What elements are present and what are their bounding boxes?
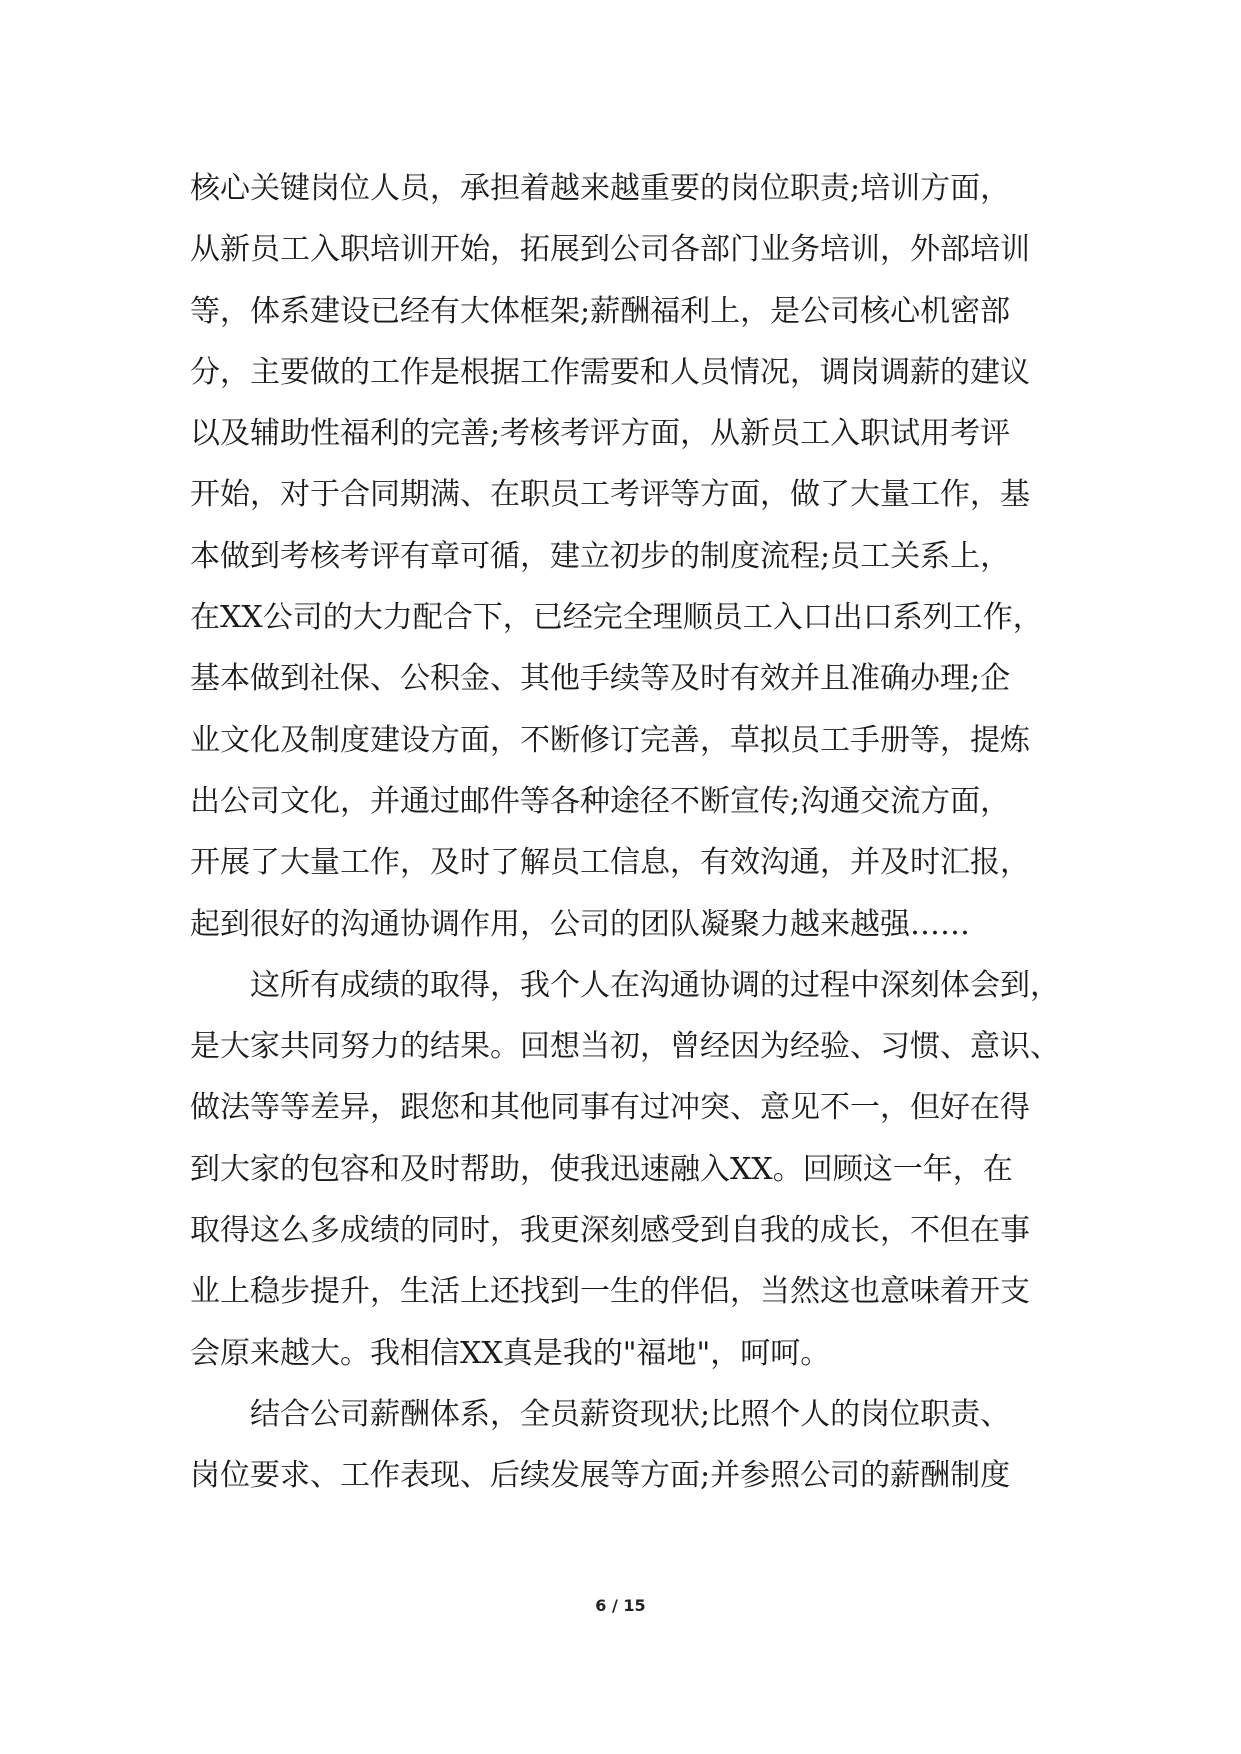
body-text [190,158,1070,1507]
text-line: 开展了大量工作，及时了解员工信息，有效沟通，并及时汇报， [190,845,1030,881]
text-line: 在XX公司的大力配合下，已经完全理顺员工入口出口系列工作， [190,600,1043,636]
text-line: 是大家共同努力的结果。回想当初，曾经因为经验、习惯、意识、 [190,1029,1060,1065]
text-line: 核心关键岗位人员，承担着越来越重要的岗位职责;培训方面， [190,171,1011,206]
text-line: 基本做到社保、公积金、其他手续等及时有效并且准确办理;企 [190,661,1011,697]
text-line: 以及辅助性福利的完善;考核考评方面，从新员工入职试用考评 [190,416,1011,452]
text-line: 会原来越大。我相信XX真是我的"福地"，呵呵。 [190,1335,831,1371]
text-line: 从新员工入职培训开始，拓展到公司各部门业务培训，外部培训 [190,232,1030,268]
text-line: 做法等等差异，跟您和其他同事有过冲突、意见不一，但好在得 [190,1090,1030,1126]
text-line: 取得这么多成绩的同时，我更深刻感受到自我的成长，不但在事 [190,1213,1030,1249]
text-line: 起到很好的沟通协调作用，公司的团队凝聚力越来越强…… [190,906,970,942]
text-line: 本做到考核考评有章可循，建立初步的制度流程;员工关系上， [190,538,1011,574]
text-line: 分，主要做的工作是根据工作需要和人员情况，调岗调薪的建议 [190,354,1030,390]
text-line: 到大家的包容和及时帮助，使我迅速融入XX。回顾这一年，在 [190,1151,1013,1187]
text-line: 业上稳步提升，生活上还找到一生的伴侣，当然这也意味着开支 [190,1274,1030,1310]
paragraph-start-line: 这所有成绩的取得，我个人在沟通协调的过程中深刻体会到， [250,967,1060,1003]
text-line: 出公司文化，并通过邮件等各种途径不断宣传;沟通交流方面， [190,783,1011,819]
text-line: 业文化及制度建设方面，不断修订完善，草拟员工手册等，提炼 [190,722,1030,758]
page-number: 6 / 15 [595,1596,646,1615]
text-line: 岗位要求、工作表现、后续发展等方面;并参照公司的薪酬制度 [190,1458,1011,1494]
text-line: 开始，对于合同期满、在职员工考评等方面，做了大量工作，基 [190,477,1030,513]
paragraph-start-line: 结合公司薪酬体系，全员薪资现状;比照个人的岗位职责、 [250,1396,1011,1432]
text-line: 等，体系建设已经有大体框架;薪酬福利上，是公司核心机密部 [190,293,1011,329]
